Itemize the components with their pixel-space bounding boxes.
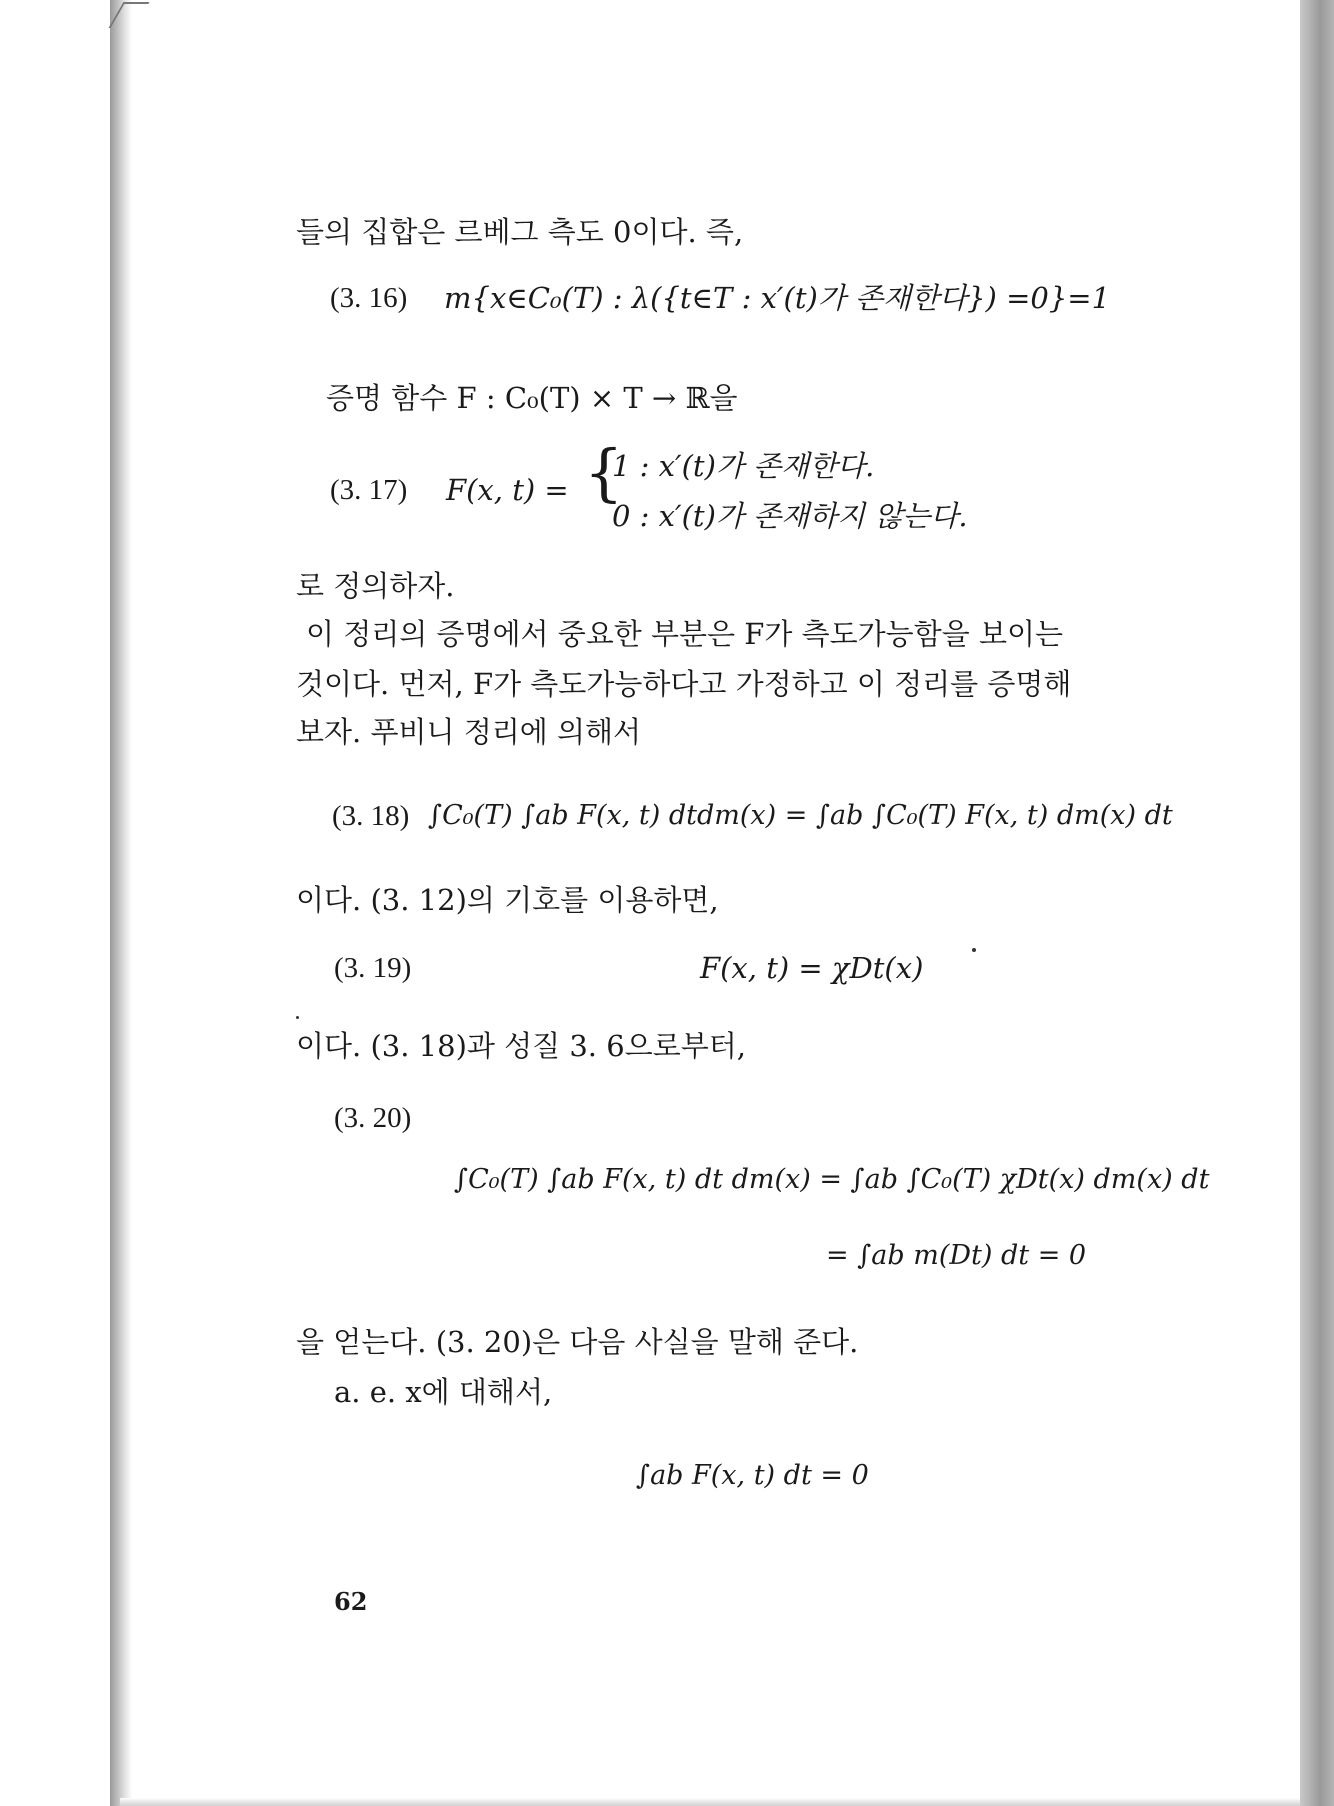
- page-edge-shadow: [1300, 0, 1334, 1806]
- equation: = ∫ab m(Dt) dt = 0: [826, 1240, 1087, 1271]
- text-line: 이 정리의 증명에서 중요한 부분은 F가 측도가능함을 보이는: [306, 617, 1063, 651]
- text-line: 증명 함수 F : C₀(T) × T → ℝ을: [326, 381, 738, 415]
- stray-dot: [972, 948, 976, 952]
- equation: ∫C₀(T) ∫ab F(x, t) dt dm(x) = ∫ab ∫C₀(T) χDt(x) dm(x) dt: [454, 1164, 1210, 1195]
- text-line: 들의 집합은 르베그 측도 0이다. 즉,: [296, 215, 744, 249]
- equation: m{x∈C₀(T) : λ({t∈T : x′(t)가 존재한다}) =0}=1: [444, 281, 1111, 315]
- equation-label: (3. 17): [330, 474, 408, 506]
- text-line: 을 얻는다. (3. 20)은 다음 사실을 말해 준다.: [296, 1325, 859, 1359]
- brace: {: [584, 436, 624, 509]
- text-line: 이다. (3. 18)과 성질 3. 6으로부터,: [296, 1029, 746, 1063]
- equation: F(x, t) = χDt(x): [700, 951, 924, 985]
- page-bottom-edge: [120, 1798, 1300, 1806]
- text-line: 이다. (3. 12)의 기호를 이용하면,: [296, 883, 719, 917]
- page-binding-shadow: [110, 0, 132, 1806]
- equation-case: 0 : x′(t)가 존재하지 않는다.: [612, 499, 968, 533]
- equation-label: (3. 18): [332, 800, 410, 832]
- equation: F(x, t) =: [446, 473, 569, 507]
- page-number: 62: [334, 1587, 368, 1616]
- text-line: 것이다. 먼저, F가 측도가능하다고 가정하고 이 정리를 증명해: [296, 667, 1072, 701]
- equation-label: (3. 20): [334, 1102, 412, 1134]
- equation: ∫C₀(T) ∫ab F(x, t) dtdm(x) = ∫ab ∫C₀(T) F(x, t) dm(x) dt: [428, 800, 1173, 831]
- text-line: 로 정의하자.: [296, 569, 455, 603]
- equation-label: (3. 16): [330, 282, 408, 314]
- equation-case: 1 : x′(t)가 존재한다.: [612, 449, 875, 483]
- text-line: a. e. x에 대해서,: [334, 1375, 553, 1409]
- equation: ∫ab F(x, t) dt = 0: [636, 1460, 869, 1491]
- equation-label: (3. 19): [334, 952, 412, 984]
- text-line: 보자. 푸비니 정리에 의해서: [296, 715, 642, 749]
- stray-dot: [296, 1016, 299, 1019]
